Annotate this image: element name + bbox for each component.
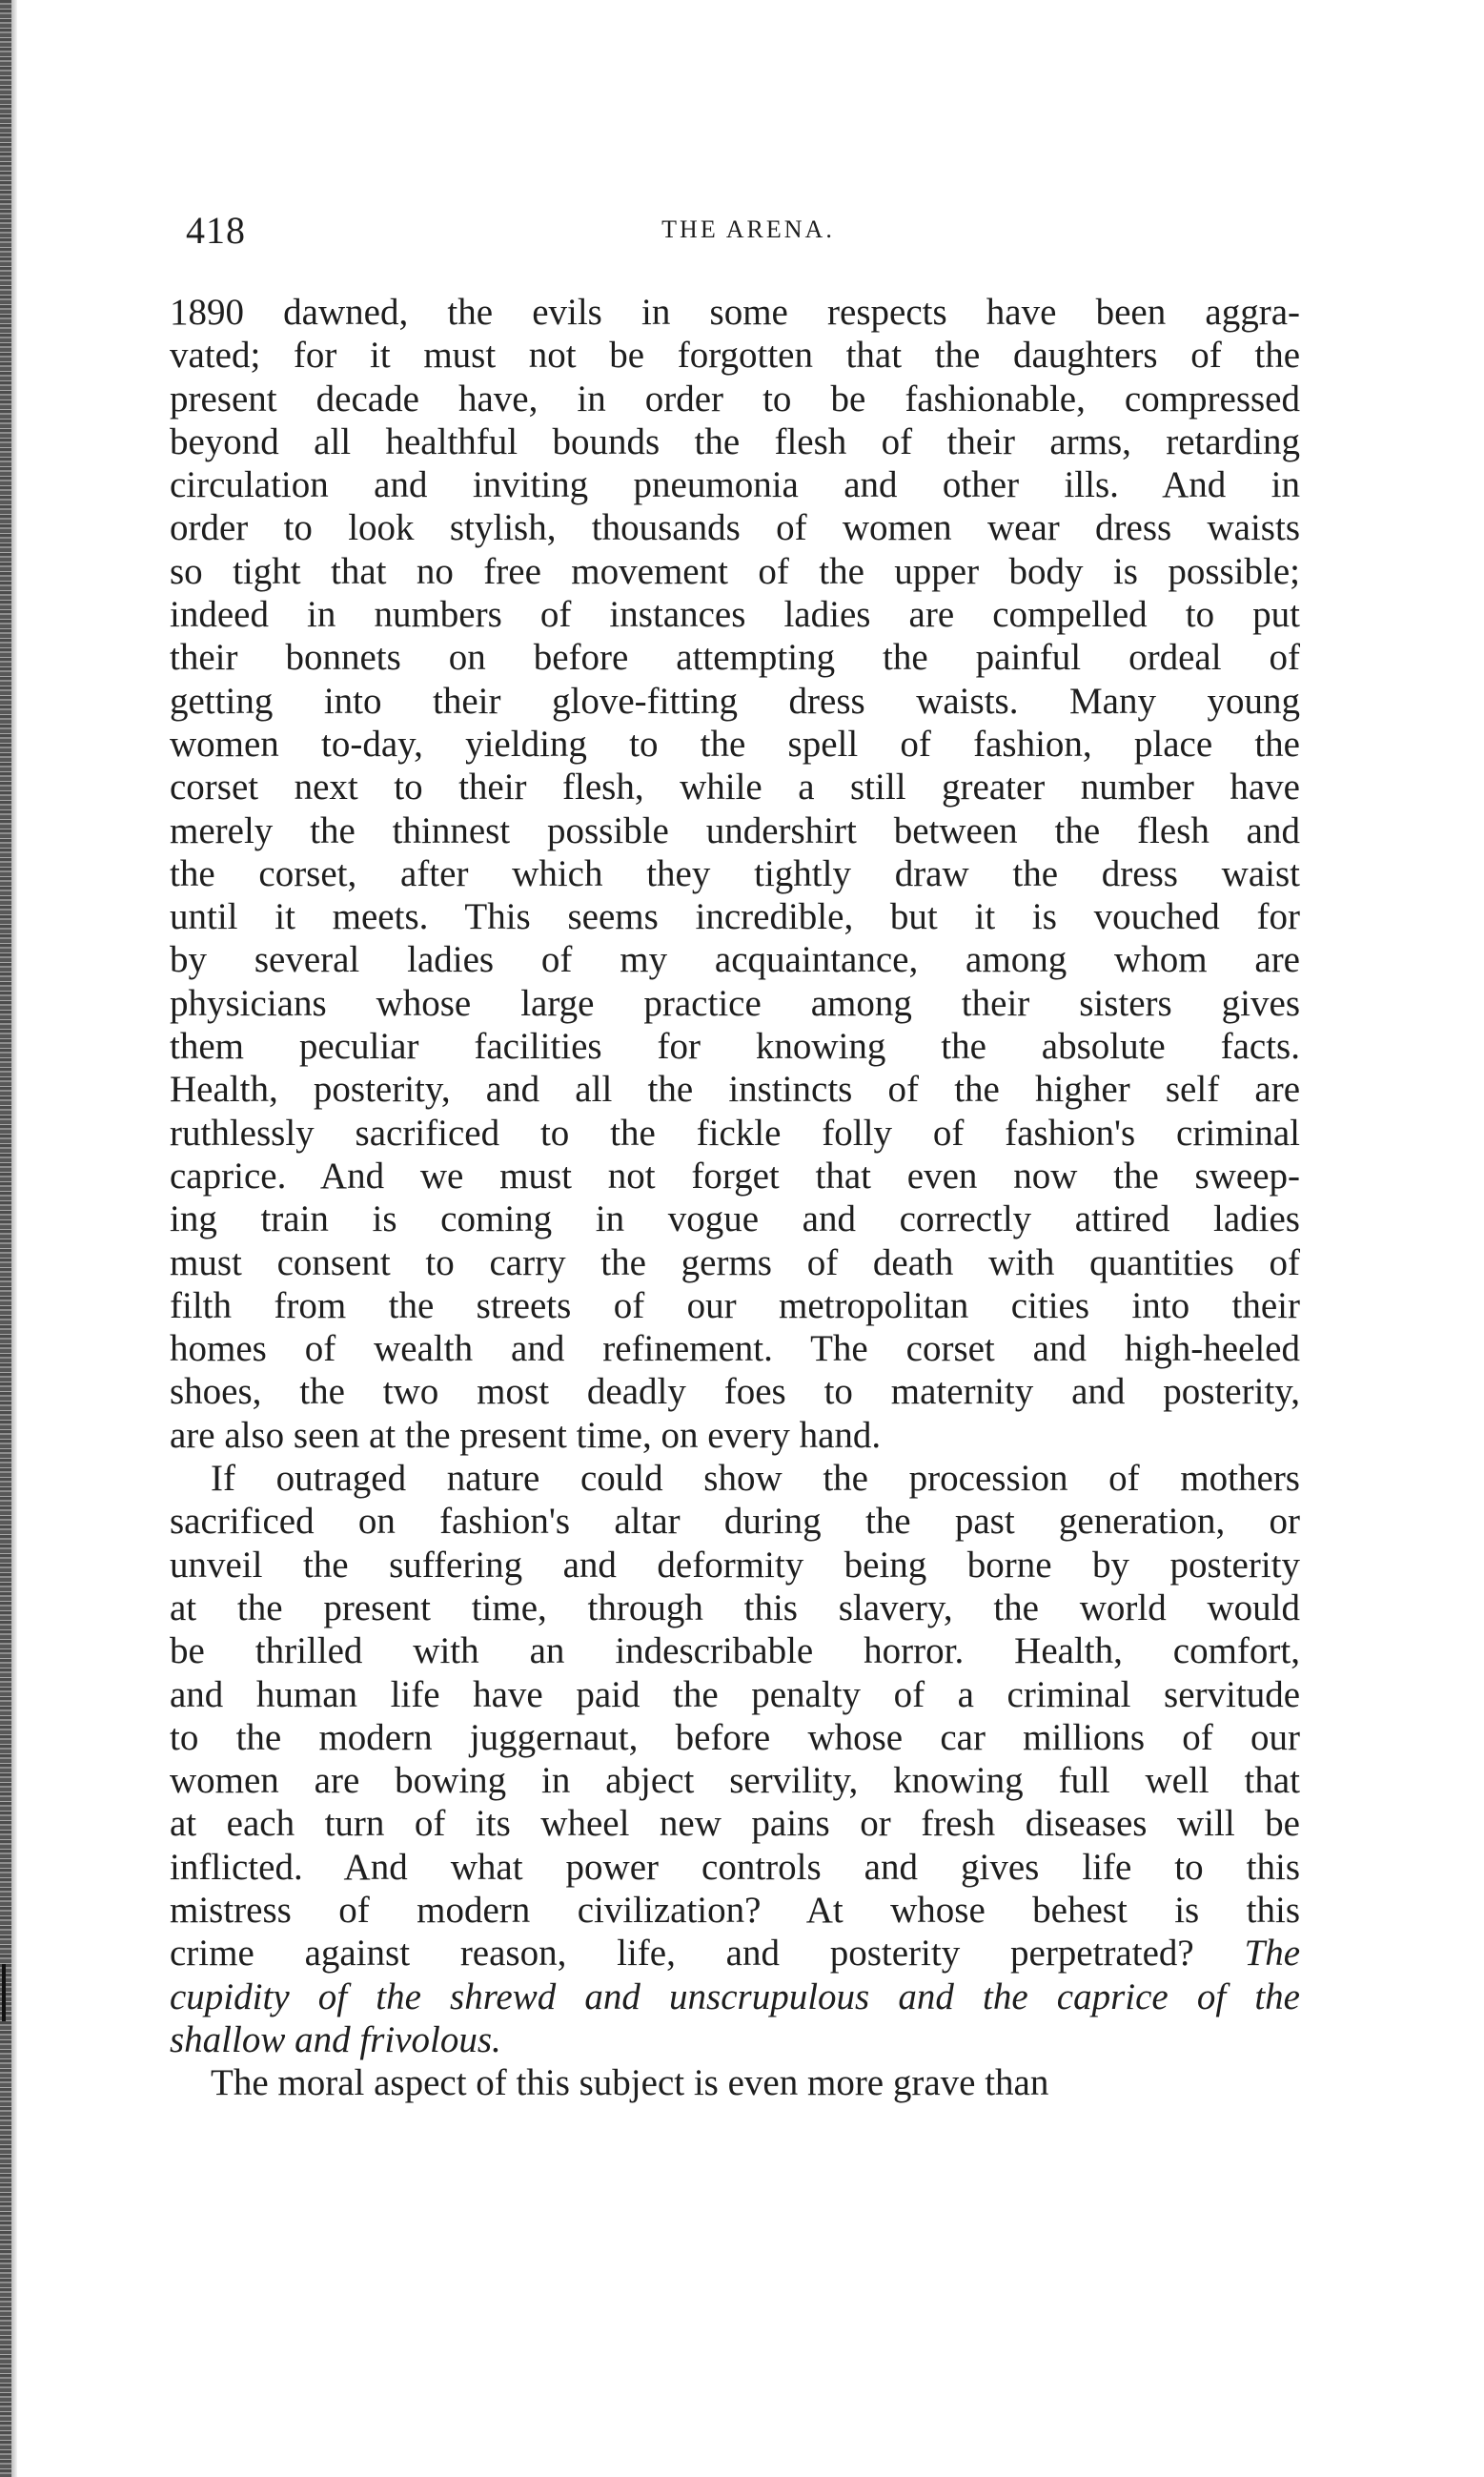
text-line: them peculiar facilities for knowing the absolute facts. [170,1026,1300,1068]
text-line: vated; for it must not be forgotten that the daughters of the [170,335,1300,377]
text-line: mistress of modern civilization? At whose behest is this [170,1889,1300,1931]
text-line: the corset, after which they tightly draw the dress waist [170,852,1300,894]
text-line: corset next to their flesh, while a still greater number have [170,767,1300,809]
text-line: shoes, the two most deadly foes to maternity and posterity, [170,1371,1300,1413]
text-line: sacrificed on fashion's altar during the past generation, or [170,1501,1300,1543]
italic-run: The [1244,1933,1300,1975]
paragraph-1 [170,291,1300,1457]
text-line: women are bowing in abject servility, knowing full well that [170,1760,1300,1802]
text-line: women to-day, yielding to the spell of fashion, place the [170,723,1300,765]
paragraph-3 [170,2061,1300,2104]
text-line [170,1932,1300,1975]
text-line: ruthlessly sacrificed to the fickle folly of fashion's criminal [170,1112,1300,1154]
text-line: circulation and inviting pneumonia and other ills. And in [170,464,1300,506]
text-run: crime against reason, life, and posterity perpetrated? [170,1933,1245,1975]
text-line: merely the thinnest possible undershirt between the flesh and [170,809,1300,851]
text-line: order to look stylish, thousands of women wear dress waists [170,507,1300,549]
text-line: and human life have paid the penalty of a criminal servitude [170,1673,1300,1715]
text-line: be thrilled with an indescribable horror. Health, comfort, [170,1630,1300,1672]
text-line: inflicted. And what power controls and gives life to this [170,1846,1300,1888]
paragraph-2 [170,1457,1300,2061]
text-line: so tight that no free movement of the upper body is possible; [170,550,1300,592]
text-line: their bonnets on before attempting the painful ordeal of [170,637,1300,679]
text-line: The moral aspect of this subject is even more grave than [211,2062,1049,2104]
page-header [186,208,1311,265]
text-line: unveil the suffering and deformity being borne by posterity [170,1544,1300,1586]
text-line: at the present time, through this slavery, the world would [170,1587,1300,1628]
text-line: homes of wealth and refinement. The corset and high-heeled [170,1328,1300,1370]
text-line: by several ladies of my acquaintance, among whom are [170,939,1300,981]
text-line: ing train is coming in vogue and correctly attired ladies [170,1198,1300,1240]
italic-line: cupidity of the shrewd and unscrupulous and the caprice of the [170,1975,1300,2017]
text-line: until it meets. This seems incredible, but it is vouched for [170,896,1300,938]
text-line: at each turn of its wheel new pains or fresh diseases will be [170,1803,1300,1845]
page-number: 418 [186,209,246,252]
text-line: present decade have, in order to be fashionable, compressed [170,378,1300,420]
body-text [170,291,1300,2104]
text-line: beyond all healthful bounds the flesh of their arms, retarding [170,420,1300,462]
running-head: THE ARENA. [661,215,835,243]
text-line: physicians whose large practice among their sisters gives [170,982,1300,1024]
text-line: to the modern juggernaut, before whose car millions of our [170,1716,1300,1758]
text-line: 1890 dawned, the evils in some respects have been aggra- [170,292,1300,333]
text-line: must consent to carry the germs of death with quantities of [170,1241,1300,1283]
text-line: getting into their glove-fitting dress waists. Many young [170,680,1300,722]
text-line: are also seen at the present time, on every hand. [170,1414,882,1456]
text-line: filth from the streets of our metropolitan cities into their [170,1284,1300,1326]
text-line: If outraged nature could show the procession of mothers [211,1458,1300,1500]
text-line: Health, posterity, and all the instincts of the higher self are [170,1069,1300,1111]
italic-line: shallow and frivolous. [170,2018,501,2060]
text-line: indeed in numbers of instances ladies are compelled to put [170,594,1300,636]
text-line: caprice. And we must not forget that even now the sweep- [170,1155,1300,1197]
